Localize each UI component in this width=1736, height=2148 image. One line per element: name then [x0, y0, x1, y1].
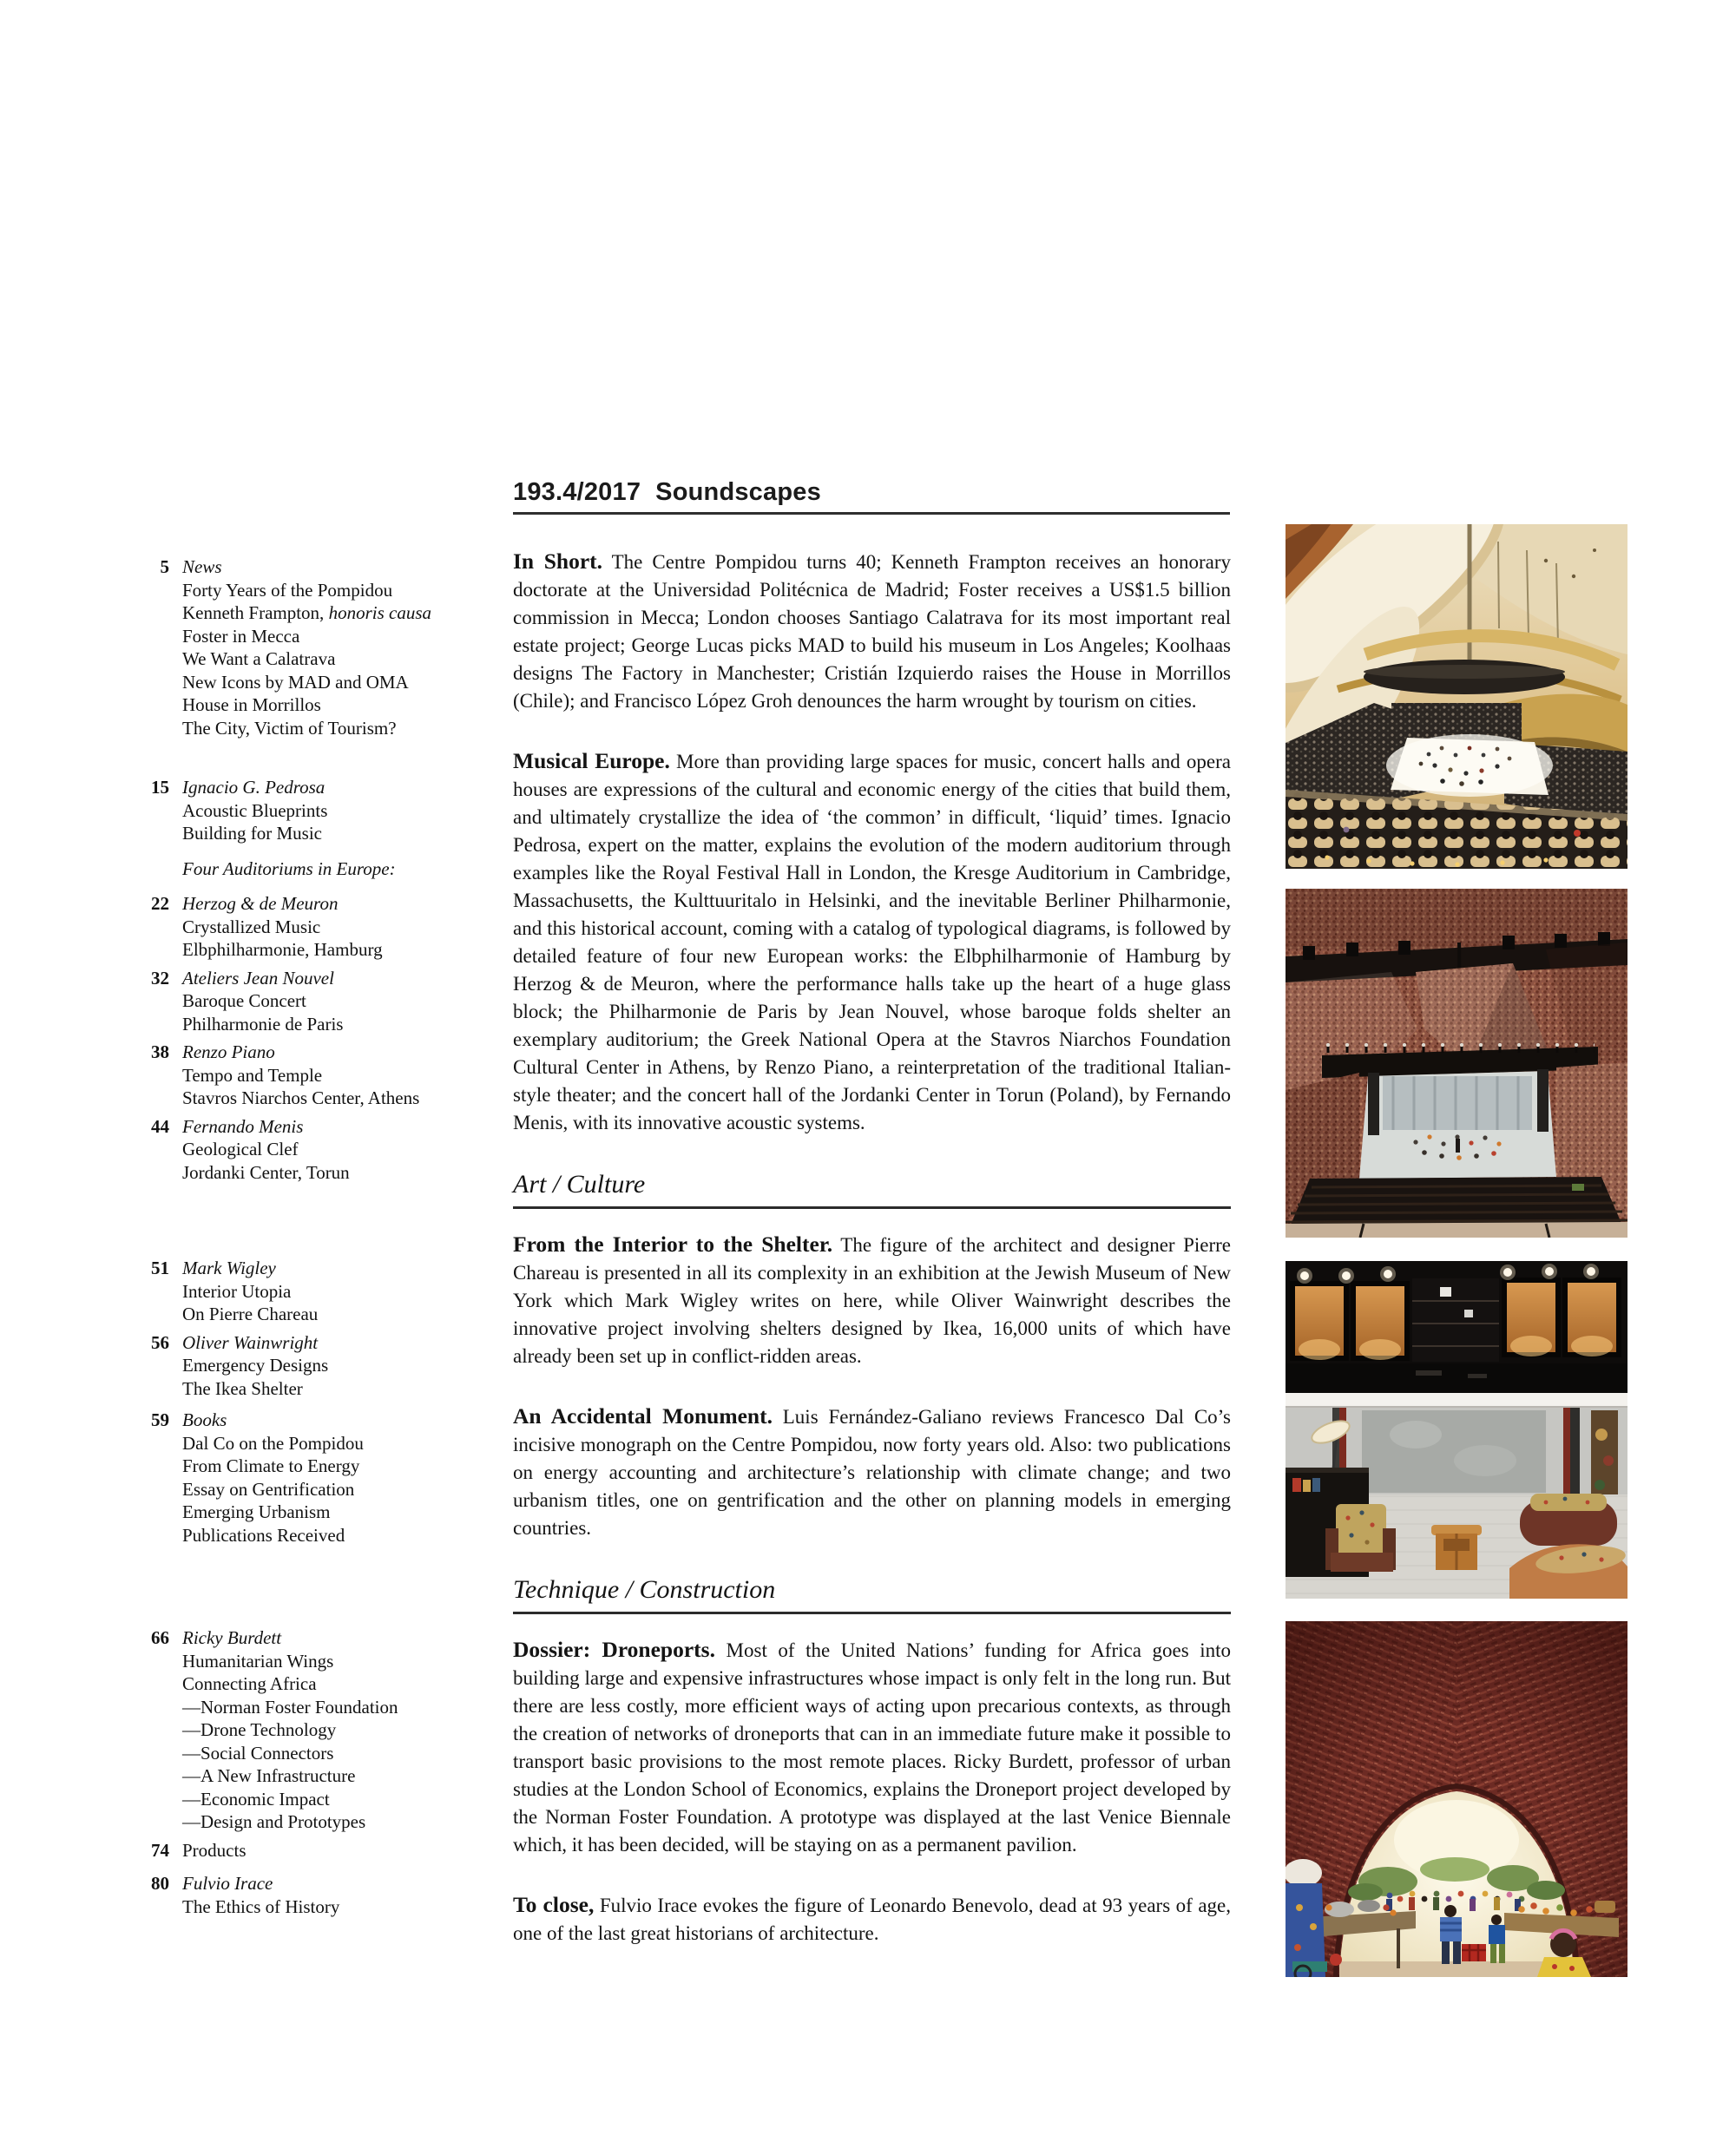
toc-author: Oliver Wainwright: [182, 1331, 319, 1353]
toc-title-line: Forty Years of the Pompidou: [182, 579, 393, 601]
toc-title-line: Connecting Africa: [182, 1673, 317, 1694]
section-divider: [513, 1169, 1231, 1209]
section-divider-rule: [513, 1612, 1231, 1614]
toc-entry-lines: [182, 1331, 514, 1401]
toc-author: Renzo Piano: [182, 1041, 275, 1062]
toc-title-line: Tempo and Temple: [182, 1064, 323, 1086]
toc-author: News: [182, 556, 222, 577]
section-divider-label: Art / Culture: [513, 1170, 646, 1199]
philharmonie-photo-illustration: [1286, 524, 1628, 869]
summary-lead: To close,: [513, 1892, 595, 1917]
droneport-brick-vault-photo: [1286, 1621, 1628, 1977]
toc-entry: [123, 1257, 514, 1326]
toc-author: Books: [182, 1409, 227, 1430]
summary-paragraph: An Accidental Monument. Luis Fernández-Galiano reviews Francesco Dal Co’s incisive monograph on the Centre Pompidou, now forty years old. Also: two publications on energy accounting and architecture’s relationship with climate change; and two urbanism titles, one on gentrification and the other on planning models in emerging countries.: [513, 1403, 1232, 1539]
toc-entry-lines: [182, 1115, 514, 1185]
toc-title-line: Products: [182, 1839, 247, 1861]
toc-title-line: Kenneth Frampton, honoris causa: [182, 602, 431, 623]
summary-lead: An Accidental Monument.: [513, 1403, 773, 1429]
toc-title-line: —A New Infrastructure: [182, 1765, 356, 1786]
toc-title-line: Elbphilharmonie, Hamburg: [182, 939, 383, 960]
toc-title-line: —Norman Foster Foundation: [182, 1696, 398, 1718]
toc-page-number: 80: [151, 1873, 169, 1894]
toc-title-line: —Economic Impact: [182, 1788, 330, 1810]
summary-paragraph: To close, Fulvio Irace evokes the figure of Leonardo Benevolo, dead at 93 years of age, one of the last great historians of architecture.: [513, 1892, 1231, 1944]
photo-column: [1251, 510, 1593, 1991]
toc-title-line: Acoustic Blueprints: [182, 799, 328, 821]
masthead-rule: [513, 512, 1230, 515]
section-divider: [513, 1574, 1231, 1614]
jordanki-photo-illustration: [1286, 889, 1628, 1238]
toc-entry-lines: [182, 776, 514, 845]
toc-author: Fernando Menis: [182, 1115, 304, 1137]
masthead: [513, 478, 821, 506]
toc-author: Ignacio G. Pedrosa: [182, 777, 326, 798]
toc-title-line: Interior Utopia: [182, 1280, 292, 1302]
toc-entry-lines: [182, 555, 514, 739]
summary-paragraph: Dossier: Droneports. Most of the United Nations’ funding for Africa goes into building large and expensive infrastructures whose impact is only felt in the long run. But there are less costly, more efficient ways of acting upon precarious contexts, as through the creation of networks of droneports that can in an immediate future make it possible to transport basic provisions to the most remote places. Ricky Burdett, professor of urban studies at the London School of Economics, explains the Droneport project developed by the Norman Foster Foundation. A prototype was displayed at the last Venice Biennale which, it has been decided, will be staying on as a permanent pavilion.: [513, 1637, 1231, 1856]
toc-page-number: 22: [151, 893, 169, 914]
toc-page-number: 66: [151, 1627, 169, 1648]
toc-title-line: —Social Connectors: [182, 1742, 334, 1764]
issue-number: 193.4/2017: [513, 478, 641, 506]
toc-title-line: Crystallized Music: [182, 916, 321, 937]
toc-title-line: Baroque Concert: [182, 990, 306, 1011]
toc-page-number: 51: [151, 1258, 169, 1278]
toc-title-line: Emergency Designs: [182, 1355, 329, 1376]
maison-de-verre-photo-illustration: [1286, 1261, 1628, 1599]
toc-title-line: Stavros Niarchos Center, Athens: [182, 1087, 420, 1108]
toc-entry: [123, 776, 514, 845]
toc-title-line: Philharmonie de Paris: [182, 1013, 344, 1035]
toc-entry: [123, 1409, 514, 1547]
toc-title-line: We Want a Calatrava: [182, 648, 336, 669]
summary-lead: From the Interior to the Shelter.: [513, 1232, 833, 1257]
toc-group: [123, 1626, 514, 1918]
toc-author: Mark Wigley: [182, 1258, 276, 1278]
toc-entry: [123, 555, 514, 739]
jordanki-center-auditorium-photo: [1286, 889, 1628, 1238]
toc-group: [123, 776, 514, 1184]
toc-entry-lines: [182, 1041, 514, 1110]
toc-page-number: 15: [151, 777, 169, 798]
philharmonie-de-paris-concert-hall-photo: [1286, 524, 1628, 869]
toc-title-line: Foster in Mecca: [182, 625, 300, 647]
toc-page-number: 44: [151, 1115, 169, 1137]
maison-de-verre-interior-photo: [1286, 1261, 1628, 1599]
toc-entry: [123, 1626, 514, 1834]
toc-group: [123, 1257, 514, 1547]
toc-entry: [123, 1041, 514, 1110]
toc-page-number: 32: [151, 967, 169, 989]
toc-entry: [123, 1115, 514, 1185]
toc-author: Ateliers Jean Nouvel: [182, 967, 334, 989]
toc-title-line: Essay on Gentrification: [182, 1478, 355, 1500]
toc-entry-lines: [182, 967, 514, 1036]
toc-entry-lines: [182, 1257, 514, 1326]
toc-author: Ricky Burdett: [182, 1627, 282, 1648]
toc-title-line: —Design and Prototypes: [182, 1811, 366, 1832]
summary-lead: Dossier: Droneports.: [513, 1637, 715, 1662]
summary-lead: In Short.: [513, 548, 603, 574]
toc-page-number: 38: [151, 1041, 169, 1062]
toc-page-number: 59: [151, 1409, 169, 1430]
toc-title-line: Humanitarian Wings: [182, 1650, 334, 1672]
toc-title-line: Emerging Urbanism: [182, 1501, 331, 1522]
toc-title-line: The City, Victim of Tourism?: [182, 717, 397, 739]
toc-title-line: Jordanki Center, Torun: [182, 1161, 350, 1183]
toc-page-number: 5: [160, 556, 169, 577]
toc-title-line: Geological Clef: [182, 1139, 299, 1159]
toc-title-line: On Pierre Chareau: [182, 1304, 319, 1324]
toc: [123, 555, 514, 1954]
summary-paragraph: In Short. The Centre Pompidou turns 40; Kenneth Frampton receives an honorary doctorate at the Universidad Politécnica de Madrid; Foster receives a US$1.5 billion commission in Mecca; London chooses Santiago Calatrava for its most important real estate project; George Lucas picks MAD to build his museum in Los Angeles; Koolhaas designs The Factory in Manchester; Cristián Izquierdo raises the House in Morrillos (Chile); and Francisco López Groh denounces the harm wrought by tourism on cities.: [513, 548, 1231, 712]
droneport-photo-illustration: [1286, 1621, 1628, 1977]
toc-title-line: House in Morrillos: [182, 694, 321, 715]
issue-title: Soundscapes: [655, 478, 821, 506]
toc-title-line: Dal Co on the Pompidou: [182, 1432, 364, 1454]
toc-subheading: Four Auditoriums in Europe:: [182, 857, 396, 879]
toc-title-line: The Ethics of History: [182, 1895, 340, 1917]
toc-author: Fulvio Irace: [182, 1873, 273, 1894]
toc-title-line: Publications Received: [182, 1524, 345, 1546]
toc-title-line: New Icons by MAD and OMA: [182, 671, 409, 693]
toc-entry: [123, 967, 514, 1036]
toc-entry-lines: [182, 1409, 514, 1547]
summary-lead: Musical Europe.: [513, 748, 670, 773]
summary-paragraph: From the Interior to the Shelter. The figure of the architect and designer Pierre Chareau is presented in all its complexity in an exhibition at the Jewish Museum of New York which Mark Wigley writes on here, while Oliver Wainwright describes the innovative project involving shelters designed by Ikea, 16,000 units of which have already been set up in conflict-ridden areas.: [513, 1232, 1231, 1367]
toc-entry-lines: [182, 1626, 514, 1834]
toc-entry-lines: [182, 1839, 514, 1862]
toc-title-line: Building for Music: [182, 823, 322, 844]
toc-entry: [123, 1839, 514, 1862]
summaries: [513, 548, 1231, 1980]
toc-page-number: 56: [151, 1331, 169, 1353]
toc-title-line: From Climate to Energy: [182, 1455, 360, 1476]
toc-entry-lines: [182, 1872, 514, 1918]
toc-entry-lines: [182, 892, 514, 962]
toc-entry: [123, 892, 514, 962]
toc-entry: [123, 1872, 514, 1918]
toc-group: [123, 555, 514, 739]
toc-title-line: The Ikea Shelter: [182, 1377, 303, 1399]
section-divider-rule: [513, 1206, 1231, 1209]
toc-author: Herzog & de Meuron: [182, 893, 339, 914]
section-divider-label: Technique / Construction: [513, 1575, 776, 1604]
summary-paragraph: Musical Europe. More than providing large spaces for music, concert halls and opera houses are expressions of the cultural and economic energy of the cities that build them, and ultimately crystallize the idea of ‘the common’ in difficult, ‘liquid’ times. Ignacio Pedrosa, expert on the matter, explains the evolution of the modern auditorium through examples like the Royal Festival Hall in London, the Kresge Auditorium in Cambridge, Massachusetts, the Kulttuuritalo in Helsinki, and the inevitable Berliner Philharmonie, and this historical account, coming with a catalog of typological diagrams, is followed by detailed feature of four new European works: the Elbphilharmonie of Hamburg by Herzog & de Meuron, where the performance halls take up the heart of a huge glass block; the Philharmonie de Paris by Jean Nouvel, whose baroque folds shelter an exemplary auditorium; the Greek National Opera at the Stavros Niarchos Foundation Cultural Center in Athens, by Renzo Piano, a reinterpretation of the traditional Italian-style theater; and the concert hall of the Jordanki Center in Torun (Poland), by Fernando Menis, with its innovative acoustic systems.: [513, 748, 1231, 1133]
toc-title-line: —Drone Technology: [182, 1719, 337, 1740]
toc-page-number: 74: [151, 1839, 169, 1861]
toc-entry: [123, 1331, 514, 1401]
